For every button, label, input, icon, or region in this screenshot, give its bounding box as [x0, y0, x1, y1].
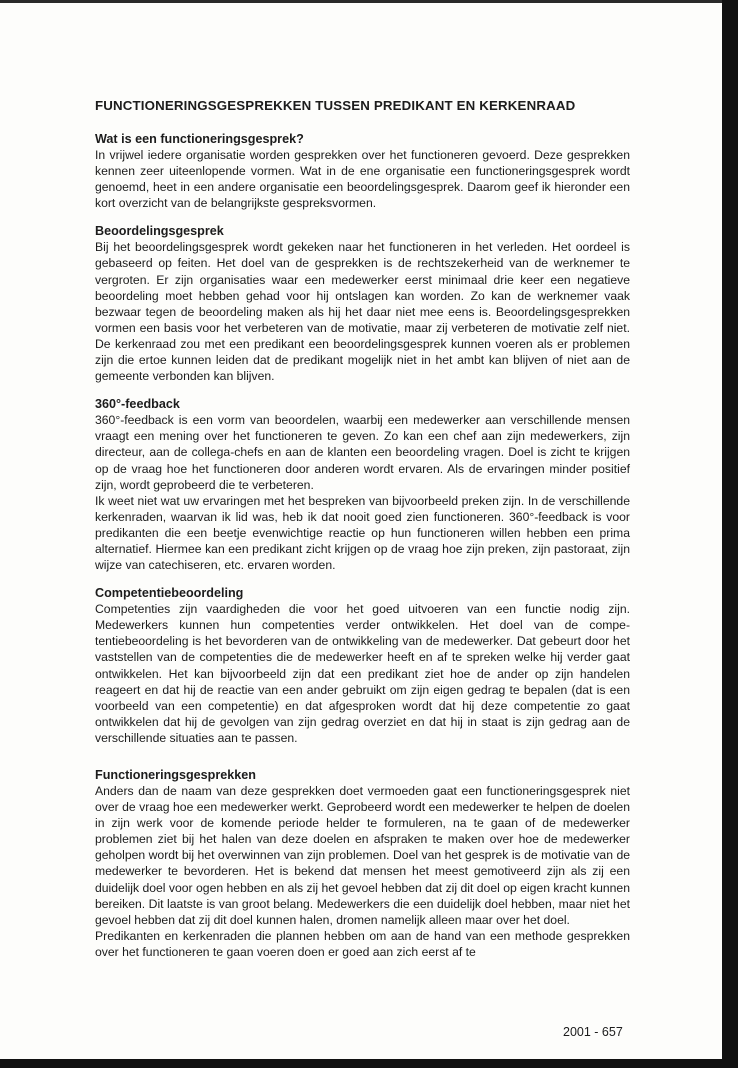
paragraph: 360°-feedback is een vorm van beoordelen, waarbij een medewerker aan verschillende mensen vraagt een mening over het functioneren te geven. Zo kan een chef aan zijn medewerkers, zijn directeur, aan de collega-chefs en aan de klanten een beoordeling vragen. Doel is zicht te krijgen op de vraag hoe het functioneren door anderen wordt ervaren. Als de ervaringen minder positief zijn, wordt geprobeerd die te verbeteren.: [95, 413, 630, 492]
section-functioneringsgesprek: [95, 131, 630, 211]
paragraph: Bij het beoordelingsgesprek wordt gekeken naar het functioneren in het verleden. Het oordeel is gebaseerd op feiten. Het doel van de gesprekken is de rechtszekerheid van de werknemer te vergroten. Er zijn organisaties waar een medewerker eerst minimaal drie keer een negatieve beoordeling moet hebben gehad voor hij ontslagen kan worden. Zo kan de werknemer vaak bezwaar tegen de beoordeling maken als hij het daar niet mee eens is. Beoordelingsgesprekken vormen een basis voor het verbeteren van de motivatie, maar zij verbeteren de motivatie zelf niet. De kerkenraad zou met een predikant een beoordelingsgesprek kunnen voeren als er problemen zijn die ertoe kunnen leiden dat de predikant mogelijk niet in het ambt kan blijven of niet aan de gemeente verbonden kan blijven.: [95, 240, 630, 384]
section-heading: Beoordelingsgesprek: [95, 224, 224, 239]
section-heading: Functioneringsgesprekken: [95, 768, 256, 782]
paragraph: Ik weet niet wat uw ervaringen met het bespreken van bijvoorbeeld preken zijn. In de verschillende kerkenraden, waarvan ik lid was, heb ik dat nooit goed zien functioneren. 360°-feedback is voor predikanten die een beetje evenwichtige reactie op hun functioneren willen hebben een prima alternatief. Hiermee kan een predikant zicht krijgen op de vraag hoe zijn preken, zijn pastoraat, zijn wijze van catechiseren, etc. ervaren worden.: [95, 493, 630, 573]
page-content: [95, 98, 630, 960]
paragraph: Predikanten en kerkenraden die plannen hebben om aan de hand van een methode gesprekken over het functioneren te gaan voeren doen er goed aan zich eerst af te: [95, 928, 630, 959]
section-functioneringsgesprekken: [95, 767, 630, 960]
section-competentiebeoordeling: [95, 585, 630, 746]
paragraph: Competenties zijn vaardigheden die voor het goed uitvoeren van een functie nodig zijn. Medewerkers kunnen hun competenties verder ontwikkelen. Het doel van de competentiebeoordeling is het bevorderen van de ontwikkeling van de medewerker. Dat gebeurt door het vaststellen van de competenties die de medewerker heeft en af te spreken welke hij verder gaat ontwikkelen. Het kan bijvoorbeeld zijn dat een predikant ziet hoe de ander op zijn handelen reageert en dat hij de reactie van een ander gebruikt om zijn eigen gedrag te bepalen (dat is een voorbeeld van een competentie) en dat afgesproken wordt dat hij deze competentie zo gaat ontwikkelen dat hij de gevolgen van zijn gedrag overziet en dat hij in staat is zijn gedrag aan de verschillende situaties aan te passen.: [95, 602, 630, 745]
section-360-feedback: [95, 396, 630, 573]
section-heading: 360°-feedback: [95, 397, 180, 412]
paragraph: In vrijwel iedere organisatie worden gesprekken over het functioneren gevoerd. Deze gesprekken kennen zeer uiteenlopende vormen. Wat in de ene organisatie een functioneringsgesprek wordt genoemd, heet in een andere organisatie een beoordelingsgesprek. Daarom geef ik hieronder een kort overzicht van de belangrijkste gespreksvormen.: [95, 148, 630, 211]
page-number: 2001 - 657: [563, 1025, 623, 1039]
section-heading: Wat is een functioneringsgesprek?: [95, 132, 304, 146]
document-title: FUNCTIONERINGSGESPREKKEN TUSSEN PREDIKANT EN KERKENRAAD: [95, 98, 576, 113]
scan-border-bottom: [0, 1059, 738, 1068]
scan-border-right: [722, 0, 738, 1068]
section-heading: Competentiebeoordeling: [95, 586, 244, 601]
scan-border-top: [0, 0, 738, 3]
paragraph: Anders dan de naam van deze gesprekken doet vermoeden gaat een functioneringsgesprek niet over de vraag hoe een medewerker werkt. Geprobeerd wordt een medewerker te helpen de doelen in zijn werk voor de komende periode helder te formuleren, na te gaan of de medewerker problemen ziet bij het halen van deze doelen en afspraken te maken over hoe de medewerker geholpen wordt bij het overwinnen van zijn problemen. Doel van het gesprek is de motivatie van de medewerker te bevorderen. Het is bekend dat mensen het meest gemotiveerd zijn als zij een duidelijk doel voor ogen hebben en als zij het gevoel hebben dat zij dit doel op eigen kracht kunnen bereiken. Dit laatste is van groot belang. Medewerkers die een duidelijk doel hebben, maar niet het gevoel hebben dat zij dit doel kunnen halen, dromen namelijk alleen maar over het doel.: [95, 784, 630, 927]
section-beoordelingsgesprek: [95, 223, 630, 384]
